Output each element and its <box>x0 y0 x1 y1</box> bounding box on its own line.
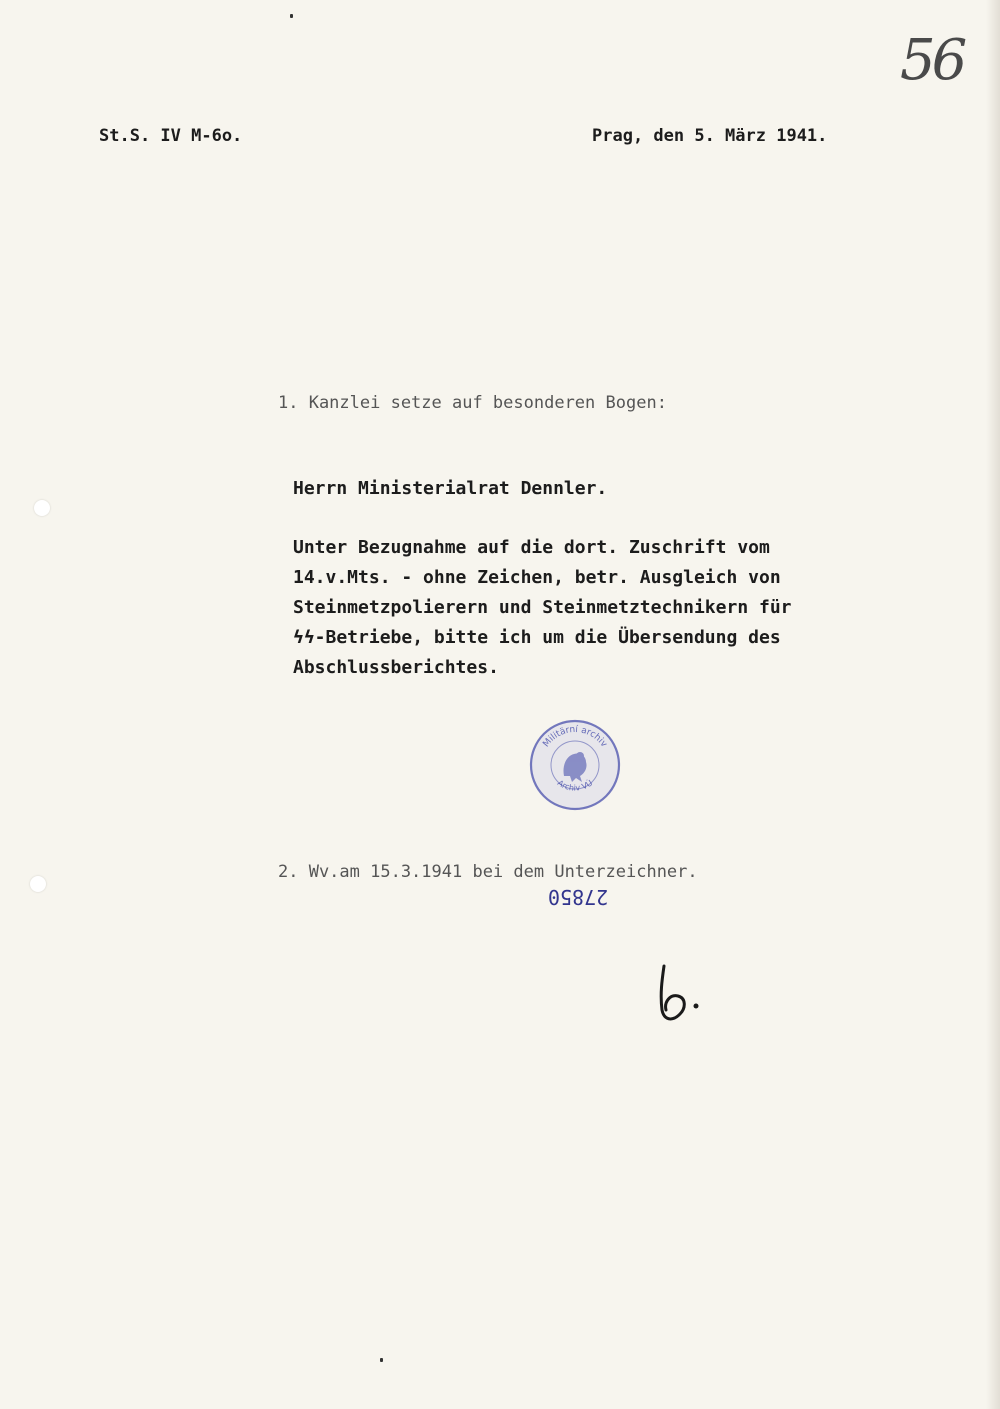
body-line: Unter Bezugnahme auf die dort. Zuschrift vom <box>293 537 770 558</box>
stamp-text-bottom: Archiv VÚ <box>555 778 595 793</box>
body-line: 14.v.Mts. - ohne Zeichen, betr. Ausgleich von <box>293 567 781 588</box>
paper-edge <box>986 0 1000 1409</box>
letter-date: Prag, den 5. März 1941. <box>592 126 828 146</box>
archive-stamp <box>528 718 622 812</box>
punch-hole <box>34 500 50 516</box>
instruction-1: 1. Kanzlei setze auf besonderen Bogen: <box>278 393 667 413</box>
recipient-line: Herrn Ministerialrat Dennler. <box>293 478 608 499</box>
body-line: ϟϟ-Betriebe, bitte ich um die Übersendung des <box>293 627 781 648</box>
handwritten-page-number: 56 <box>900 28 964 93</box>
punch-hole <box>30 876 46 892</box>
instruction-2: 2. Wv.am 15.3.1941 bei dem Unterzeichner. <box>278 862 698 882</box>
body-line: Steinmetzpolierern und Steinmetztechnikern für <box>293 597 792 618</box>
reference-number: St.S. IV M-6o. <box>99 126 243 146</box>
stamped-number: 27850 <box>548 885 609 909</box>
body-line: Abschlussberichtes. <box>293 657 499 678</box>
ink-dot <box>380 1358 383 1362</box>
handwritten-initials-signature <box>650 962 710 1026</box>
ink-dot <box>290 14 293 18</box>
stamp-text-top: Militärní archiv <box>541 724 609 750</box>
